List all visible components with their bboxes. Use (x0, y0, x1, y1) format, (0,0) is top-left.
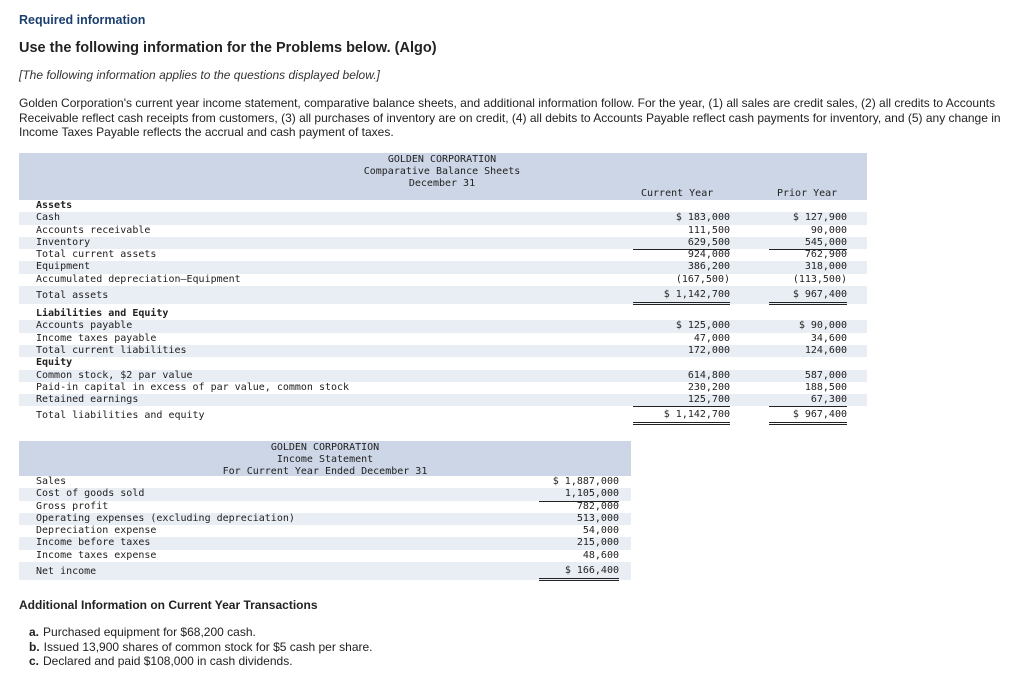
is-title-statement: Income Statement (276, 454, 374, 465)
col-prior-year: Prior Year (777, 188, 838, 199)
table-row (19, 212, 867, 224)
prior-value: 762,900 (804, 249, 847, 261)
prior-value: 124,600 (804, 344, 847, 356)
liabilities-heading-row (19, 308, 867, 320)
row-label: Total current liabilities (36, 344, 187, 356)
prior-value: 90,000 (810, 224, 847, 236)
item-letter: c. (29, 654, 40, 668)
liabilities-heading: Liabilities and Equity (36, 308, 169, 320)
current-value: 47,000 (633, 333, 730, 346)
income-statement-table (19, 441, 631, 580)
table-row (19, 286, 867, 304)
current-value: 172,000 (687, 344, 730, 356)
is-title-company: GOLDEN CORPORATION (270, 442, 380, 453)
table-row (19, 261, 867, 273)
prior-value: 34,600 (769, 333, 847, 346)
row-label: Total assets (36, 290, 109, 302)
row-label: Cash (36, 212, 61, 224)
prior-value: $ 967,400 (769, 407, 847, 425)
balance-sheet-table (19, 153, 867, 424)
row-value: 215,000 (576, 537, 619, 549)
table-row (19, 237, 867, 249)
equity-heading-row (19, 357, 867, 369)
row-label: Operating expenses (excluding depreciation) (36, 512, 295, 524)
row-label: Retained earnings (36, 394, 139, 406)
row-value: $ 1,887,000 (552, 476, 619, 487)
is-title-period: For Current Year Ended December 31 (222, 466, 428, 477)
row-value: 782,000 (576, 500, 619, 512)
row-value: 54,000 (539, 525, 619, 538)
row-label: Sales (36, 476, 67, 487)
bs-title-date: December 31 (408, 178, 476, 189)
intro-paragraph: Golden Corporation's current year income statement, comparative balance sheets, and additional information follow. For the year, (1) all sales are credit sales, (2) all credits to Accounts Receivable reflect cash receipts from customers, (3) all purchases of inventory are on credit, (4) all debits to Accounts Payable reflect cash payments for inventory, and (5) any change in Income Taxes Payable reflects the accrual and cash payment of taxes. (19, 96, 1001, 139)
table-row (19, 525, 631, 537)
prior-value: 67,300 (769, 394, 847, 407)
table-row (19, 476, 631, 488)
problem-heading: Use the following information for the Problems below. (Algo) (19, 40, 437, 56)
item-text: Issued 13,900 shares of common stock for $5 cash per share. (43, 639, 373, 654)
prior-value: 188,500 (804, 381, 847, 393)
current-value: 230,200 (687, 381, 730, 393)
table-row (19, 274, 867, 286)
current-value: (167,500) (633, 274, 730, 287)
row-value: 1,105,000 (539, 488, 619, 501)
current-value: 125,700 (633, 394, 730, 407)
table-row (19, 406, 867, 424)
additional-info-list (29, 625, 373, 669)
row-label: Inventory (36, 236, 91, 248)
bs-title-statement: Comparative Balance Sheets (363, 166, 521, 177)
list-item (29, 640, 373, 655)
table-row (19, 333, 867, 345)
current-value: 614,800 (687, 369, 730, 381)
row-label: Income taxes payable (36, 332, 157, 344)
current-value: 924,000 (687, 249, 730, 261)
table-row (19, 320, 867, 332)
row-value: $ 166,400 (539, 563, 619, 581)
required-information-label: Required information (19, 13, 146, 27)
prior-value: (113,500) (769, 274, 847, 287)
current-value: 386,200 (687, 261, 730, 273)
current-value: $ 125,000 (675, 320, 730, 332)
prior-value: $ 967,400 (769, 287, 847, 305)
income-statement-header (19, 441, 631, 476)
item-letter: a. (29, 625, 40, 639)
list-item (29, 654, 373, 669)
row-value: 513,000 (576, 512, 619, 524)
prior-value: 587,000 (804, 369, 847, 381)
table-row (19, 550, 631, 562)
row-label: Depreciation expense (36, 525, 157, 537)
table-row (19, 370, 867, 382)
bs-title-company: GOLDEN CORPORATION (387, 154, 497, 165)
list-item (29, 625, 373, 640)
applies-note: [The following information applies to the questions displayed below.] (19, 68, 380, 82)
table-row (19, 249, 867, 261)
row-label: Paid-in capital in excess of par value, common stock (36, 381, 350, 393)
row-label: Accumulated depreciation—Equipment (36, 273, 241, 285)
item-letter: b. (29, 639, 40, 654)
row-label: Total liabilities and equity (36, 410, 205, 422)
current-value: 111,500 (687, 224, 730, 236)
row-label: Accounts receivable (36, 224, 151, 236)
row-value: 48,600 (539, 550, 619, 563)
prior-value: $ 127,900 (792, 212, 847, 224)
assets-heading: Assets (36, 200, 73, 211)
prior-value: 545,000 (769, 237, 847, 250)
table-row (19, 513, 631, 525)
item-text: Purchased equipment for $68,200 cash. (43, 625, 256, 639)
table-row (19, 394, 867, 406)
balance-sheet-header (19, 153, 867, 200)
table-row (19, 225, 867, 237)
table-row (19, 501, 631, 513)
table-row (19, 382, 867, 394)
current-value: 629,500 (633, 237, 730, 250)
row-label: Income taxes expense (36, 549, 157, 561)
row-label: Accounts payable (36, 320, 133, 332)
item-text: Declared and paid $108,000 in cash dividends. (43, 654, 293, 668)
current-value: $ 1,142,700 (633, 287, 730, 305)
additional-info-title: Additional Information on Current Year Transactions (19, 598, 318, 612)
row-label: Gross profit (36, 500, 109, 512)
table-row (19, 488, 631, 500)
assets-heading-row (19, 200, 867, 212)
row-label: Net income (36, 566, 97, 578)
table-row (19, 345, 867, 357)
current-value: $ 183,000 (675, 212, 730, 224)
table-row (19, 537, 631, 549)
prior-value: 318,000 (804, 261, 847, 273)
current-value: $ 1,142,700 (633, 407, 730, 425)
row-label: Common stock, $2 par value (36, 369, 193, 381)
row-label: Income before taxes (36, 537, 151, 549)
row-label: Cost of goods sold (36, 488, 145, 500)
table-row (19, 562, 631, 580)
equity-heading: Equity (36, 357, 73, 369)
prior-value: $ 90,000 (798, 320, 847, 332)
row-label: Equipment (36, 261, 91, 273)
row-label: Total current assets (36, 249, 157, 261)
col-current-year: Current Year (641, 188, 714, 199)
